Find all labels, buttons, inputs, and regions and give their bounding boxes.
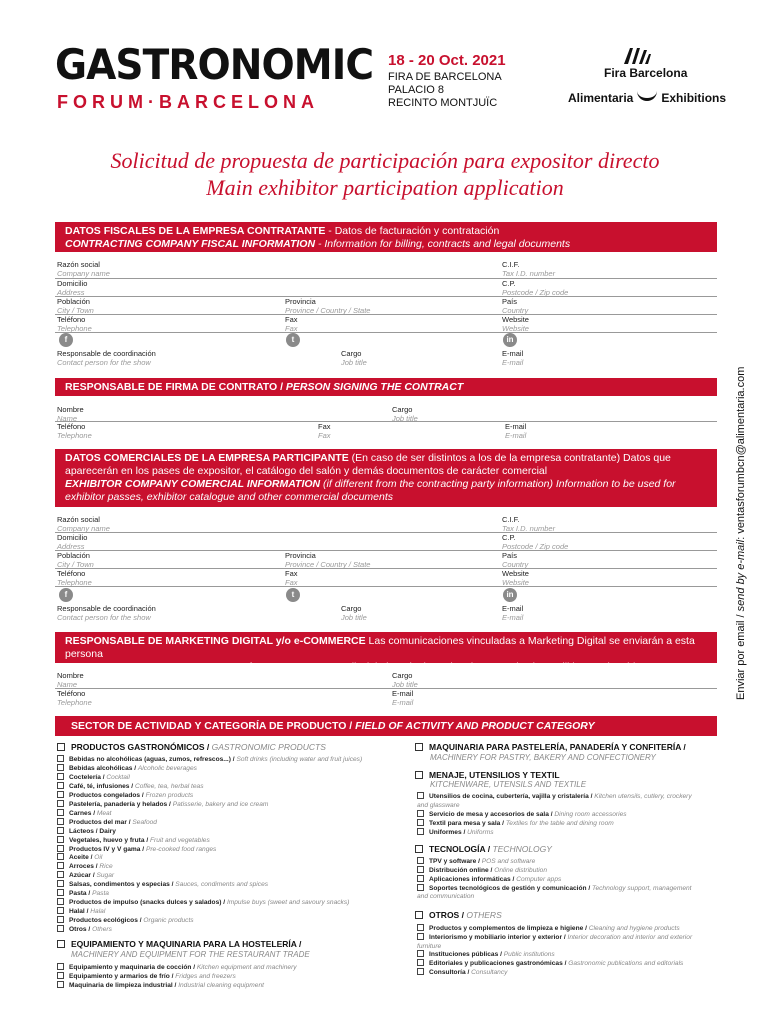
item-label-en: Others (92, 926, 112, 934)
checkbox[interactable] (57, 836, 64, 843)
logo-main: GASTRONOMIC (55, 40, 374, 89)
item-label-en: Patisserie, bakery and ice cream (172, 800, 269, 808)
field-company-name[interactable]: Razón social Company name (57, 260, 110, 278)
item-label-en: Alcoholic beverages (137, 764, 197, 772)
item-label: Maquinaria de limpieza industrial / (69, 981, 179, 989)
item-label: Aplicaciones informáticas / (429, 875, 517, 883)
sec3-es: DATOS COMERCIALES DE LA EMPRESA PARTICIPANTE (65, 452, 349, 464)
field-contact-person[interactable]: Responsable de coordinación Contact person for the show (57, 349, 156, 367)
item-label: Soportes tecnológicos de gestión y comunicación / (429, 884, 593, 892)
item-label-en: Sauces, condiments and spices (175, 881, 269, 889)
divider (55, 586, 717, 587)
title-es: Solicitud de propuesta de participación para expositor directo (110, 148, 660, 173)
sec3-es-rest: (En caso de ser distintos a los de la empresa contratante) Datos que aparecerán en los pases de expositor, el catálogo del salón y demás documentos de carácter comercial (65, 452, 671, 477)
field-marketing-email[interactable]: E-mail E-mail (392, 689, 414, 707)
field-telephone-2[interactable]: Teléfono Telephone (57, 569, 92, 587)
sec3-en: EXHIBITOR COMPANY COMERCIAL INFORMATION (65, 478, 321, 490)
field-signer-job[interactable]: Cargo Job title (392, 405, 418, 423)
divider (55, 532, 717, 533)
category-menaje[interactable]: MENAJE, UTENSILIOS Y TEXTIL (415, 770, 560, 780)
item-label-en: Industrial cleaning equipment (178, 981, 264, 989)
item-label-en: Online distribution (494, 866, 547, 874)
section-signer-header (55, 378, 717, 396)
item-label: Editoriales y publicaciones gastronómicas / (429, 960, 569, 968)
sec1-es-rest: - Datos de facturación y contratación (325, 225, 500, 237)
twitter-icon: t (286, 588, 300, 602)
field-telephone[interactable]: Teléfono Telephone (57, 315, 92, 333)
checkbox-item[interactable] (417, 792, 702, 811)
sec3-en-rest: (if different from the contracting party information) Information to be used for exhibitor passes, exhibitor catalogue and other commercial documents (65, 478, 676, 503)
venue-line: RECINTO MONTJUÏC (388, 97, 498, 109)
item-label-en: Frozen products (145, 791, 194, 799)
checkbox[interactable] (57, 871, 64, 878)
checkbox-item[interactable] (57, 981, 264, 991)
item-label-en: Organic products (143, 917, 194, 925)
checkbox[interactable] (57, 907, 64, 914)
field-signer-phone[interactable]: Teléfono Telephone (57, 422, 92, 440)
item-label: Productos de impulso (snacks dulces y salados) / (69, 899, 227, 907)
field-city-2[interactable]: Población City / Town (57, 551, 94, 569)
checkbox[interactable] (57, 940, 65, 948)
checkbox[interactable] (57, 800, 64, 807)
checkbox[interactable] (415, 845, 423, 853)
side-c: : ventasforumbcn@alimentaria.com (735, 366, 747, 540)
item-label: Otros / (69, 926, 93, 934)
swoosh-icon (637, 91, 657, 101)
checkbox[interactable] (417, 933, 424, 940)
checkbox[interactable] (417, 792, 424, 799)
item-label: Distribución online / (429, 866, 495, 874)
sec1-en: CONTRACTING COMPANY FISCAL INFORMATION (65, 238, 316, 250)
item-label-en: Pre-cooked food ranges (145, 845, 217, 853)
item-label: Salsas, condimentos y especias / (69, 881, 176, 889)
item-label-en: Textiles for the table and dining room (505, 820, 614, 827)
item-label-en: Fridges and freezers (175, 972, 236, 980)
item-label: Productos IV y V gama / (69, 845, 146, 853)
checkbox[interactable] (417, 950, 424, 957)
item-label-en: Sugar (96, 872, 115, 880)
linkedin-icon: in (503, 588, 517, 602)
venue-line: PALACIO 8 (388, 84, 445, 96)
checkbox[interactable] (57, 916, 64, 923)
item-label-en: Seafood (132, 818, 157, 826)
item-label-en: Kitchen utensils, cutlery, crockery and glassware (417, 793, 692, 809)
sec2-en: PERSON SIGNING THE CONTRACT (285, 381, 464, 393)
header (0, 0, 770, 140)
field-marketing-job[interactable]: Cargo Job title (392, 671, 418, 689)
sec5-en: FIELD OF ACTIVITY AND PRODUCT CATEGORY (355, 720, 595, 732)
event-date: 18 - 20 Oct. 2021 (388, 52, 506, 69)
checkbox-item[interactable] (417, 884, 702, 903)
item-label-en: Computer apps (516, 875, 562, 883)
category-productos[interactable]: PRODUCTOS GASTRONÓMICOS / GASTRONOMIC PRODUCTS (57, 742, 326, 752)
section-sector-header (55, 716, 717, 736)
twitter-icon: t (286, 333, 300, 347)
exhibitions-label: Exhibitions (661, 91, 727, 105)
item-label-en: Interior decoration and interior and exterior furniture (417, 933, 693, 950)
item-label: Productos ecológicos / (69, 917, 144, 925)
checkbox[interactable] (417, 968, 424, 975)
checkbox[interactable] (57, 889, 64, 896)
checkbox[interactable] (57, 981, 64, 988)
item-label: Café, té, infusiones / (69, 782, 135, 790)
item-label: Halal / (69, 908, 91, 916)
item-label: Arroces / (69, 863, 100, 871)
checkbox[interactable] (417, 875, 424, 882)
checkbox[interactable] (417, 884, 424, 891)
field-website[interactable]: Website Website (502, 315, 529, 333)
item-label-en: Meat (96, 809, 112, 817)
field-website-2[interactable]: Website Website (502, 569, 529, 587)
side-email-note (735, 360, 747, 700)
item-label: Uniformes / (429, 829, 468, 836)
sec4-en-rest: All Digital Marketing-related communications will be send to this person (341, 661, 675, 673)
item-label-en: Coffee, tea, herbal teas (134, 782, 204, 790)
item-label-en: Consultancy (471, 969, 508, 976)
checkbox[interactable] (57, 845, 64, 852)
side-a: Enviar por email / (735, 611, 747, 700)
field-email-2[interactable]: E-mail E-mail (502, 604, 524, 622)
item-label-en: Dining room accessories (554, 811, 627, 818)
item-label-en: Impulse buys (sweet and savoury snacks) (226, 899, 350, 907)
checkbox[interactable] (415, 743, 423, 751)
checkbox[interactable] (57, 898, 64, 905)
item-label-en: Rice (99, 863, 113, 871)
item-label: Productos del mar / (69, 818, 133, 826)
maquinaria-en: MACHINERY FOR PASTRY, BAKERY AND CONFECTIONERY (430, 753, 656, 762)
item-label-en: Kitchen equipment and machinery (196, 964, 297, 971)
logo-sub: FORUM·BARCELONA (57, 92, 319, 112)
field-fax[interactable]: Fax Fax (285, 315, 298, 333)
divider (55, 550, 717, 551)
checkbox[interactable] (57, 963, 64, 970)
checkbox[interactable] (57, 809, 64, 816)
checkbox[interactable] (57, 972, 64, 979)
checkbox[interactable] (57, 764, 64, 771)
item-label: Bebidas alcohólicas / (69, 764, 138, 772)
item-label-en: Soft drinks (including water and fruit juices) (236, 756, 363, 763)
item-label: TPV y software / (429, 858, 482, 865)
checkbox-item[interactable] (417, 828, 494, 838)
field-address[interactable]: Domicilio Address (57, 279, 88, 297)
checkbox[interactable] (417, 866, 424, 873)
item-label-en: Fruit and vegetables (150, 836, 210, 844)
sec2-es: RESPONSABLE DE FIRMA DE CONTRATO / (65, 381, 286, 393)
item-label: Pastelería, panadería y helados / (69, 800, 173, 808)
item-label: Instituciones públicas / (429, 951, 504, 959)
field-postcode[interactable]: C.P. Postcode / Zip code (502, 279, 569, 297)
category-tecnologia[interactable]: TECNOLOGÍA / TECHNOLOGY (415, 844, 552, 854)
item-label: Consultoría / (429, 969, 472, 976)
item-label-en: Cleaning and hygiene products (588, 925, 680, 932)
checkbox[interactable] (417, 828, 424, 835)
section-commercial-header (55, 449, 717, 507)
item-label-en: Halal (90, 908, 106, 916)
checkbox[interactable] (57, 862, 64, 869)
item-label: Interiorismo y mobiliario interior y exterior / (429, 933, 568, 941)
checkbox-item[interactable] (417, 968, 507, 978)
field-tax-id[interactable]: C.I.F. Tax I.D. number (502, 260, 556, 278)
field-contact-person-2[interactable]: Responsable de coordinación Contact person for the show (57, 604, 156, 622)
category-otros[interactable]: OTROS / OTHERS (415, 910, 502, 920)
field-marketing-name[interactable]: Nombre Name (57, 671, 84, 689)
sec1-es: DATOS FISCALES DE LA EMPRESA CONTRATANTE (65, 225, 326, 237)
field-postcode-2[interactable]: C.P. Postcode / Zip code (502, 533, 569, 551)
item-label: Carnes / (69, 809, 97, 817)
checkbox[interactable] (417, 924, 424, 931)
sec4-es: RESPONSABLE DE MARKETING DIGITAL y/o e-COMMERCE (65, 635, 366, 647)
divider (55, 421, 717, 422)
field-job-title-2[interactable]: Cargo Job title (341, 604, 367, 622)
alimentaria-label: Alimentaria (568, 91, 634, 105)
checkbox[interactable] (57, 755, 64, 762)
checkbox-item[interactable] (57, 925, 112, 935)
item-label: Equipamiento y maquinaria de cocción / (69, 964, 197, 971)
checkbox[interactable] (57, 773, 64, 780)
field-signer-fax[interactable]: Fax Fax (318, 422, 331, 440)
item-label-en: Uniforms (467, 829, 494, 836)
section-marketing-header (55, 632, 717, 673)
divider (55, 296, 717, 297)
item-label: Pasta / (69, 890, 93, 898)
checkbox[interactable] (57, 782, 64, 789)
field-country[interactable]: País Country (502, 297, 529, 315)
item-label-en: Oil (94, 854, 103, 862)
divider (55, 332, 717, 333)
item-label: Coctelería / (69, 773, 107, 781)
facebook-icon: f (59, 333, 73, 347)
sec4-es-rest: Las comunicaciones vinculadas a Marketing Digital se enviarán a esta persona (65, 635, 695, 660)
fira-logo-icon (622, 46, 652, 66)
item-label-en: Technology support, management and communication (417, 884, 692, 901)
item-label: Aceite / (69, 854, 95, 862)
fira-name: Fira Barcelona (604, 66, 688, 80)
checkbox[interactable] (417, 959, 424, 966)
checkbox[interactable] (415, 771, 423, 779)
field-address-2[interactable]: Domicilio Address (57, 533, 88, 551)
checkbox[interactable] (417, 819, 424, 826)
field-country-2[interactable]: País Country (502, 551, 529, 569)
alimentaria-logo (568, 91, 726, 105)
divider (55, 568, 717, 569)
checkbox[interactable] (57, 853, 64, 860)
field-province-2[interactable]: Provincia Province / Country / State (285, 551, 371, 569)
item-label-en: Gastronomic publications and editorials (568, 960, 684, 968)
facebook-icon: f (59, 588, 73, 602)
field-tax-id-2[interactable]: C.I.F. Tax I.D. number (502, 515, 556, 533)
field-signer-email[interactable]: E-mail E-mail (505, 422, 527, 440)
venue (388, 71, 502, 110)
divider (55, 688, 717, 689)
field-province[interactable]: Provincia Province / Country / State (285, 297, 371, 315)
divider (55, 314, 717, 315)
item-label: Textil para mesa y sala / (429, 820, 506, 827)
item-label-en: Cocktail (106, 773, 130, 781)
checkbox[interactable] (57, 743, 65, 751)
side-b: send by e-mail (735, 539, 747, 612)
item-label: Servicio de mesa y accesorios de sala / (429, 811, 555, 818)
item-label: Equipamiento y armarios de frío / (69, 972, 176, 980)
checkbox[interactable] (57, 827, 64, 834)
item-label-en: Pasta (92, 890, 109, 898)
field-marketing-phone[interactable]: Teléfono Telephone (57, 689, 92, 707)
category-equipamiento[interactable]: EQUIPAMIENTO Y MAQUINARIA PARA LA HOSTELERÍA / (57, 939, 301, 949)
field-signer-name[interactable]: Nombre Name (57, 405, 84, 423)
item-label: Vegetales, huevo y fruta / (69, 836, 150, 844)
item-label: Productos congelados / (69, 791, 146, 799)
item-label: Azúcar / (69, 872, 97, 880)
sec1-en-rest: - Information for billing, contracts and legal documents (315, 238, 571, 250)
checkbox[interactable] (57, 791, 64, 798)
checkbox[interactable] (417, 857, 424, 864)
item-label: Bebidas no alcohólicas (aguas, zumos, refrescos...) / (69, 756, 237, 763)
field-email[interactable]: E-mail E-mail (502, 349, 524, 367)
divider (55, 278, 717, 279)
checkbox[interactable] (57, 925, 64, 932)
section-fiscal-header (55, 222, 717, 252)
item-label-en: Public institutions (503, 951, 555, 959)
item-label-en: POS and software (481, 858, 536, 865)
field-job-title[interactable]: Cargo Job title (341, 349, 367, 367)
item-label: Productos y complementos de limpieza e higiene / (429, 925, 589, 932)
venue-line: FIRA DE BARCELONA (388, 71, 502, 83)
checkbox[interactable] (57, 880, 64, 887)
field-fax-2[interactable]: Fax Fax (285, 569, 298, 587)
title-en: Main exhibitor participation application (206, 175, 564, 200)
category-maquinaria[interactable]: MAQUINARIA PARA PASTELERÍA, PANADERÍA Y CONFITERÍA / (415, 742, 686, 752)
item-label: Lácteos / Dairy (69, 827, 116, 835)
menaje-en: KITCHENWARE, UTENSILS AND TEXTILE (430, 780, 587, 789)
checkbox[interactable] (57, 818, 64, 825)
linkedin-icon: in (503, 333, 517, 347)
equipamiento-en: MACHINERY AND EQUIPMENT FOR THE RESTAURANT TRADE (71, 950, 310, 959)
field-city[interactable]: Población City / Town (57, 297, 94, 315)
field-company-name-2[interactable]: Razón social Company name (57, 515, 110, 533)
item-label: Utensilios de cocina, cubertería, vajilla y cristalería / (429, 793, 595, 800)
checkbox[interactable] (415, 911, 423, 919)
checkbox[interactable] (417, 810, 424, 817)
sec4-en: HEAD OF DIGITAL MARKETING AND/OR e-COMMERCE (65, 661, 342, 673)
sec5-es: SECTOR DE ACTIVIDAD Y CATEGORÍA DE PRODUCTO / (71, 720, 356, 732)
checkbox-item[interactable] (417, 933, 702, 952)
